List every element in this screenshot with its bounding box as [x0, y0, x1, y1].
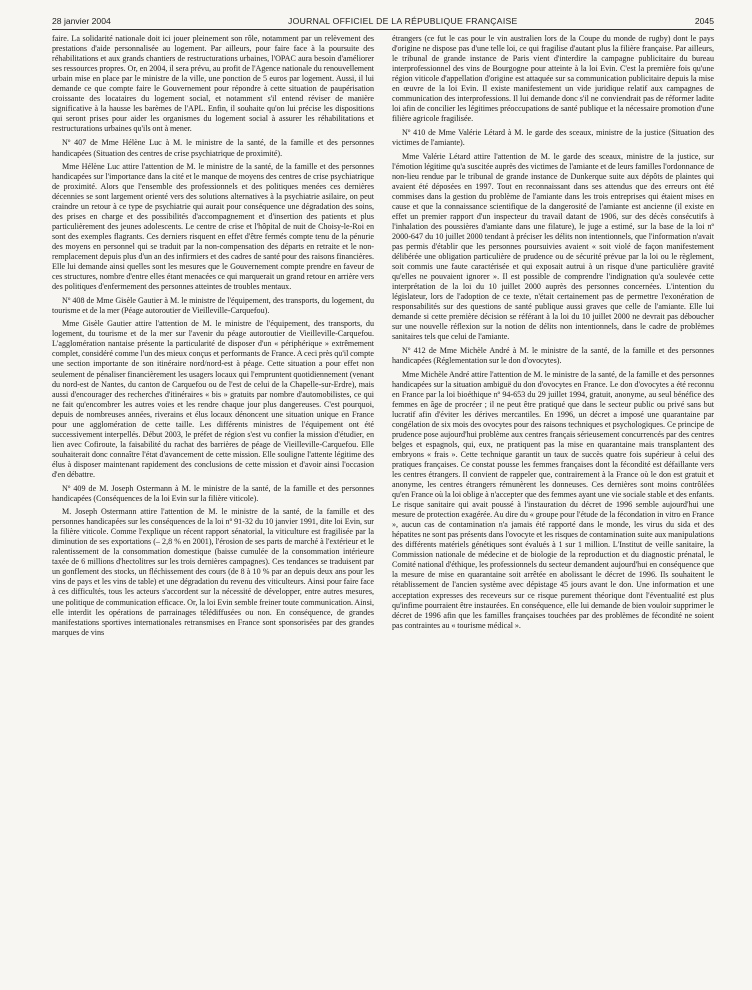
paragraph: M. Joseph Ostermann attire l'attention de M. le ministre de la santé, de la famille et des personnes handicapées sur les conséquences de la loi nº 91-32 du 10 janvier 1991, dite loi Evin, sur la filière viticole. Comme l'explique un récent rapport sénatorial, la viticulture est fragilisée par la diminution de ses exportations (– 2,8 % en 2001), l'érosion de ses parts de marché à l'extérieur et le ralentissement de la consommation domestique (baisse cumulée de la consommation intérieure taxée de 6 millions d'hectolitres sur les trois dernières campagnes). Ces tendances se traduisent par un gonflement des stocks, un fléchissement des cours (de 8 à 10 % par an depuis deux ans pour les vins de pays et les vins de table) et une dégradation du revenu des viticulteurs. Ainsi pour faire face à ces difficultés, tous les acteurs s'accordent sur la nécessité de développer, entre autres mesures, une politique de communication efficace. Or, la loi Evin semble freiner toute communication. Ainsi, elle interdit les opérations de parrainages télédiffusées ou non. En conséquence, de grandes manifestations sportives internationales retransmises en France sont sponsorisées par des grandes marques de vins: [52, 507, 374, 637]
page-header: [52, 0, 714, 30]
question-heading: Nº 412 de Mme Michèle André à M. le ministre de la santé, de la famille et des personnes handicapées (Réglementation sur le don d'ovocytes).: [392, 346, 714, 366]
paragraph: Mme Gisèle Gautier attire l'attention de M. le ministre de l'équipement, des transports, du logement, du tourisme et de la mer sur l'avenir du péage autoroutier de Vieilleville-Carquefou. L'agglomération nantaise présente la particularité de disposer d'un « périphérique » extrêmement complet, considéré comme l'un des mieux conçus et performants de France. A ceci près qu'il compte une section importante de son itinéraire nord/nord-est à péage. Cette situation a pour effet non seulement de pénaliser financièrement les usagers locaux qui l'empruntent quotidiennement (venant du nord-est de Nantes, du canton de Carquefou ou de l'est de celui de la Chapelle-sur-Erdre), mais aussi d'encourager des recherches d'itinéraires « bis » gratuits par nombre d'automobilistes, ce qui ne fait qu'encombrer les autres voies et les rendre chaque jour plus dangereuses. C'est pourquoi, depuis de nombreuses années, riverains et élus locaux dénoncent une situation unique en France pour une agglomération de cette taille. Les différents ministres de l'équipement ont été successivement interpellés. Début 2003, le préfet de région s'est vu confier la mission d'étudier, en lien avec Cofiroute, la faisabilité du rachat des barrières de péage de Vieilleville-Carquefou. Elle souhaiterait donc connaître l'état d'avancement de cette mission. Elle souligne l'attente légitime des élus à disposer maintenant rapidement des conclusions de cette mission et d'avoir ainsi l'occasion d'en débattre.: [52, 319, 374, 479]
header-journal-title: JOURNAL OFFICIEL DE LA RÉPUBLIQUE FRANÇAISE: [288, 16, 518, 26]
paragraph: étrangers (ce fut le cas pour le vin australien lors de la Coupe du monde de rugby) dont le pays d'origine ne dispose pas d'une telle loi, ce qui fragilise d'autant plus la filière française. Par ailleurs, le tribunal de grande instance de Paris vient d'interdire la campagne publicitaire du bureau interprofessionnel des vins de Bourgogne pour atteinte à la loi Evin. C'est la première fois qu'une région viticole d'appellation d'origine est attaquée sur sa communication publicitaire depuis la mise en œuvre de la loi Evin. Il existe manifestement un vide juridique relatif aux campagnes de communication des interprofessions. Il lui demande donc s'il ne conviendrait pas de réformer ladite loi afin de concilier les légitimes préoccupations de santé publique et la nécessaire promotion d'une filière agricole fragilisée.: [392, 34, 714, 124]
question-heading: Nº 410 de Mme Valérie Létard à M. le garde des sceaux, ministre de la justice (Situation des victimes de l'amiante).: [392, 128, 714, 148]
paragraph: Mme Hélène Luc attire l'attention de M. le ministre de la santé, de la famille et des personnes handicapées sur l'importance dans la cité et le manque de moyens des centres de crise psychiatrique de proximité. Alors que l'ensemble des professionnels et des politiques menées ces dernières décennies se sont largement orienté vers des solutions alternatives à la psychiatrie asilaire, on peut craindre un retour à ce type de psychiatrie qui aurait pour conséquence une dégradation des soins, des prises en charge et des possibilités d'accompagnement et d'insertion des patients et plus particulièrement des jeunes adolescents. Le centre de crise et l'hôpital de nuit de Choisy-le-Roi en sont des exemples flagrants. Ces derniers risquent en effet d'être fermés compte tenu de la pénurie des moyens en personnel qui se traduit par la non-compensation des départs en retraite et le non-remplacement depuis plus d'un an des infirmiers et des cadres de santé pour des raisons financières. Elle lui demande ainsi quelles sont les mesures que le Gouvernement compte prendre en faveur de ces structures, nombre d'entre elles étant menacées ce qui marquerait un grand retour en arrière vers des politiques d'enfermement des personnes atteintes de troubles mentaux.: [52, 161, 374, 292]
paragraph: faire. La solidarité nationale doit ici jouer pleinement son rôle, notamment par un relèvement des prestations d'aide personnalisée au logement. Par ailleurs, pour faire face à la poursuite des réhabilitations et aux grands chantiers de restructurations urbaines, l'OPAC aura besoin d'améliorer ses ressources propres. Or, en 2004, il sera prévu, au profit de l'Agence nationale du renouvellement urbain mise en place par le ministre de la ville, une ponction de 5 euros par logement. Aussi, il lui demande ce que compte faire le Gouvernement pour répondre à cette situation de paupérisation croissante des locataires du logement social, et notamment s'il entend réviser de manière significative à la hausse les barèmes de l'APL. Enfin, il souhaite qu'on lui précise les dispositions qui seront prises pour aider les organismes du logement social à assurer les réhabilitations et restructurations urbaines qu'ils ont à mener.: [52, 34, 374, 134]
text-columns: [52, 34, 714, 982]
paragraph: Mme Valérie Létard attire l'attention de M. le garde des sceaux, ministre de la justice, sur l'émotion légitime qu'a suscitée auprès des victimes de l'amiante et de leurs familles l'ordonnance de non-lieu rendue par le tribunal de grande instance de Dunkerque suite aux dépôts de plaintes qui avaient été déposées en 1997. Tout en reconnaissant dans ses attendus que des erreurs ont été commises dans la gestion du problème de l'amiante dans les trois entreprises qui étaient mises en cause et que la connaissance scientifique de la dangerosité de l'amiante est ancienne (il existe en effet un premier rapport d'un inspecteur du travail datant de 1906, sur des décès consécutifs à l'inhalation des poussières d'amiante dans une filature), le juge a estimé, sur la base de la loi nº 2000-647 du 10 juillet 2000 tendant à préciser les délits non intentionnels, que l'information n'avait pas permis d'établir que les personnes poursuivies avaient « soit violé de façon manifestement délibérée une obligation particulière de prudence ou de sécurité prévue par la loi ou le règlement, soit commis une faute caractérisée et qui exposait autrui à un risque d'une particulière gravité qu'elles ne pouvaient ignorer ». Il est possible de comprendre l'indignation qu'a soulevée cette interprétation de la loi du 10 juillet 2000 auprès des personnes concernées. L'intention du législateur, lors de l'adoption de ce texte, n'était certainement pas de permettre l'exonération de responsabilités sur des questions de santé publique aussi graves que celle de l'amiante. Elle lui demande si cette première décision se référant à la loi du 10 juillet 2000 ne devrait pas déboucher sur une nouvelle réflexion sur la notion de délits non intentionnels, dans le cadre de problèmes sanitaires tels que celui de l'amiante.: [392, 151, 714, 342]
right-column: [392, 34, 714, 982]
paragraph: Mme Michèle André attire l'attention de M. le ministre de la santé, de la famille et des personnes handicapées sur la situation ambiguë du don d'ovocytes en France. Le don d'ovocytes a été reconnu en France par la loi bioéthique nº 94-653 du 29 juillet 1994, gratuit, anonyme, au seul bénéfice des femmes en âge de procréer ; il ne peut être pratiqué que dans le secteur public ou privé sans but lucratif afin d'éviter les dérives mercantiles. En 1996, un décret a imposé une quarantaine par congélation de six mois des ovocytes pour des raisons techniques et psychologiques. Ce principe de prudence pose aujourd'hui problème aux centres français sérieusement concurrencés par des centres belges et espagnols, qui, eux, ne pratiquent pas la mise en quarantaine mais transplantent des embryons « frais ». Cette technique garantit un taux de succès quatre fois supérieur à celui des pratiques françaises. Ce constat pousse les femmes françaises dont la fécondité est défaillante vers les centres étrangers. Il convient de rappeler que, contrairement à la France où le don est gratuit et anonyme, les centres étrangers rémunèrent les donneuses. Ces dernières sont moins contrôlées qu'en France où la loi oblige à n'accepter que des femmes ayant une vie sociale stable et des enfants. Le risque sanitaire qui avait poussé à l'instauration du décret de 1996 semble aujourd'hui une mesure de protection exagérée. Au dire du « groupe pour l'étude de la fécondation in vitro en France », aucun cas de contamination n'a jamais été rapporté dans le monde, les virus du sida et des hépatites ne sont pas présents dans l'ovocyte et les risques de contamination suite aux manipulations des différents matériels génétiques sont évalués à 1 sur 1 million. L'Institut de veille sanitaire, la Commission nationale de médecine et de biologie de la reproduction et du diagnostic prénatal, le Comité national d'éthique, les professionnels du secteur demandent aujourd'hui en conséquence que la mesure de mise en quarantaine soit arrêtée en abolissant le décret de 1996. Ils souhaitent le rétablissement de l'ancien système avec dépistage 45 jours avant le don. Une information et une acceptation expresses des receveurs sur ce risque purement théorique dont l'éventualité est plus qu'infime pourraient être instaurées. En conséquence, elle lui demande de bien vouloir supprimer le décret de 1996 afin que les familles françaises touchées par des problèmes de fécondité ne soient pas contraintes au « tourisme médical ».: [392, 369, 714, 630]
header-page-number: 2045: [694, 16, 714, 26]
question-heading: Nº 408 de Mme Gisèle Gautier à M. le ministre de l'équipement, des transports, du logement, du tourisme et de la mer (Péage autoroutier de Vieilleville-Carquefou).: [52, 296, 374, 316]
left-column: [52, 34, 374, 982]
question-heading: Nº 409 de M. Joseph Ostermann à M. le ministre de la santé, de la famille et des personnes handicapées (Conséquences de la loi Evin sur la filière viticole).: [52, 484, 374, 504]
question-heading: Nº 407 de Mme Hélène Luc à M. le ministre de la santé, de la famille et des personnes handicapées (Situation des centres de crise psychiatrique de proximité).: [52, 138, 374, 158]
header-date: 28 janvier 2004: [52, 16, 111, 26]
